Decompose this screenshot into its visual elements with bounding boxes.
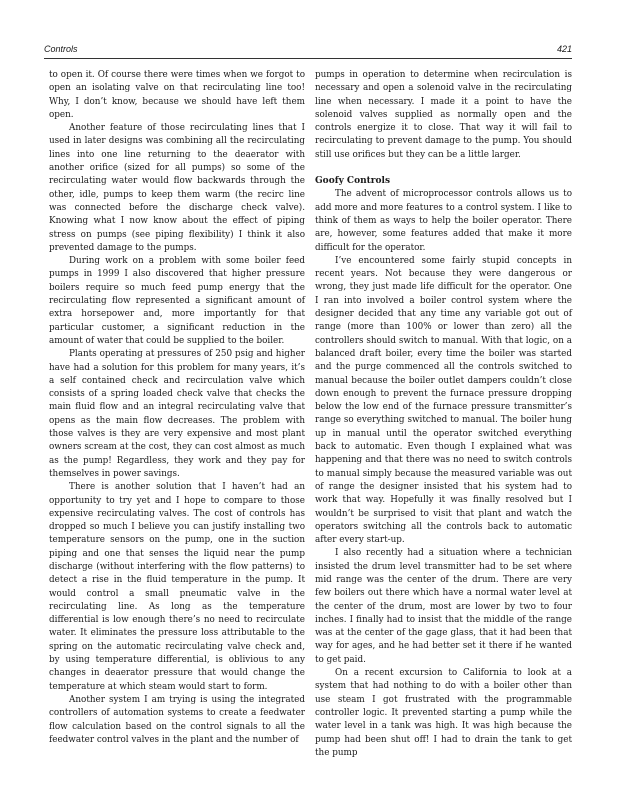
paragraph: During work on a problem with some boiler feed pumps in 1999 I also discovered that higher pressure boilers require so much feed pump energy that the recirculating flow represented a significant amount of extra horsepower and, more importantly for that particular customer, a significant reduction in the amount of water that could be supplied to the boiler. bbox=[49, 256, 305, 346]
left-column bbox=[49, 69, 305, 747]
paragraph: pumps in operation to determine when recirculation is necessary and open a solenoid valve in the recirculating line when necessary. I made it a point to have the solenoid valves supplied as normally open and the controls energize it to close. That way it will fail to recirculating to prevent damage to the pump. You should still use orifices but they can be a little larger. bbox=[315, 70, 572, 160]
paragraph: There is another solution that I haven’t had an opportunity to try yet and I hope to compare to those expensive recirculating valves. The cost of controls has dropped so much I believe you can justify installing two temperature sensors on the pump, one in the suction piping and one that senses the liquid near the pump discharge (without interfering with the flow patterns) to detect a rise in the fluid temperature in the pump. It would control a small pneumatic valve in the recirculating line. As long as the temperature differential is low enough there’s no need to recirculate water. It eliminates the pressure loss attributable to the spring on the automatic recirculating valve check and, by using temperature differential, is oblivious to any changes in deaerator pressure that would change the temperature at which steam would start to form. bbox=[49, 482, 305, 692]
page-number: 421 bbox=[556, 44, 572, 54]
running-head bbox=[44, 44, 572, 58]
right-column bbox=[315, 69, 572, 760]
paragraph: Another feature of those recirculating lines that I used in later designs was combining all the recirculating lines into one line returning to the deaerator with another orifice (sized for all pumps) so some of the recirculating water would flow backwards through the other, idle, pumps to keep them warm (the recirc line was connected before the discharge check valve). Knowing what I now know about the effect of piping stress on pumps (see piping flexibility) I think it also prevented damage to the pumps. bbox=[49, 123, 305, 253]
paragraph: On a recent excursion to California to look at a system that had nothing to do with a boiler other than use steam I got frustrated with the programmable controller logic. It prevented starting a pump while the water level in a tank was high. It was high because the pump had been shut off! I had to drain the tank to get the pump bbox=[315, 668, 572, 758]
header-rule bbox=[44, 58, 572, 59]
paragraph: to open it. Of course there were times when we forgot to open an isolating valve on that recirculating line too! Why, I don’t know, because we should have left them open. bbox=[49, 70, 305, 120]
paragraph: Another system I am trying is using the integrated controllers of automation systems to create a feedwater flow calculation based on the control signals to all the feedwater control valves in the plant and the number of bbox=[49, 694, 305, 745]
paragraph: I also recently had a situation where a technician insisted the drum level transmitter had to be set where mid range was the center of the drum. There are very few boilers out there which have a normal water level at the center of the drum, most are lower by two to four inches. I finally had to insist that the middle of the range was at the center of the gage glass, that it had been that way for ages, and he had better set it there if he wanted to get paid. bbox=[315, 548, 572, 665]
paragraph: The advent of microprocessor controls allows us to add more and more features to a control system. I like to think of them as ways to help the boiler operator. There are, however, some features added that make it more difficult for the operator. bbox=[315, 189, 572, 253]
paragraph: Plants operating at pressures of 250 psig and higher have had a solution for this problem for many years, it’s a self contained check and recirculation valve which consists of a spring loaded check valve that checks the main fluid flow and an integral recirculating valve that opens as the main flow decreases. The problem with those valves is they are very expensive and most plant owners scream at the cost, they can cost almost as much as the pump! Regardless, they work and they pay for themselves in power savings. bbox=[49, 349, 305, 479]
running-head-section: Controls bbox=[44, 44, 78, 54]
paragraph: I’ve encountered some fairly stupid concepts in recent years. Not because they were dangerous or wrong, they just made life difficult for the operator. One I ran into involved a boiler control system where the designer decided that any time any variable got out of range (more than 100% or lower than zero) all the controllers should switch to manual. With that logic, on a balanced draft boiler, every time the boiler was started and the purge commenced all the controls switched to manual because the boiler outlet dampers couldn’t close down enough to prevent the furnace pressure dropping below the low end of the furnace pressure transmitter’s range so everything switched to manual. The boiler hung up in manual until the operator switched everything back to automatic. Even though I explained what was happening and that there was no need to switch controls to manual simply because the measured variable was out of range the designer insisted that his system had to work that way. Hopefully it was finally resolved but I wouldn’t be surprised to visit that plant and watch the operators switching all the controls back to automatic after every start-up. bbox=[315, 255, 572, 546]
section-heading: Goofy Controls bbox=[315, 176, 391, 187]
